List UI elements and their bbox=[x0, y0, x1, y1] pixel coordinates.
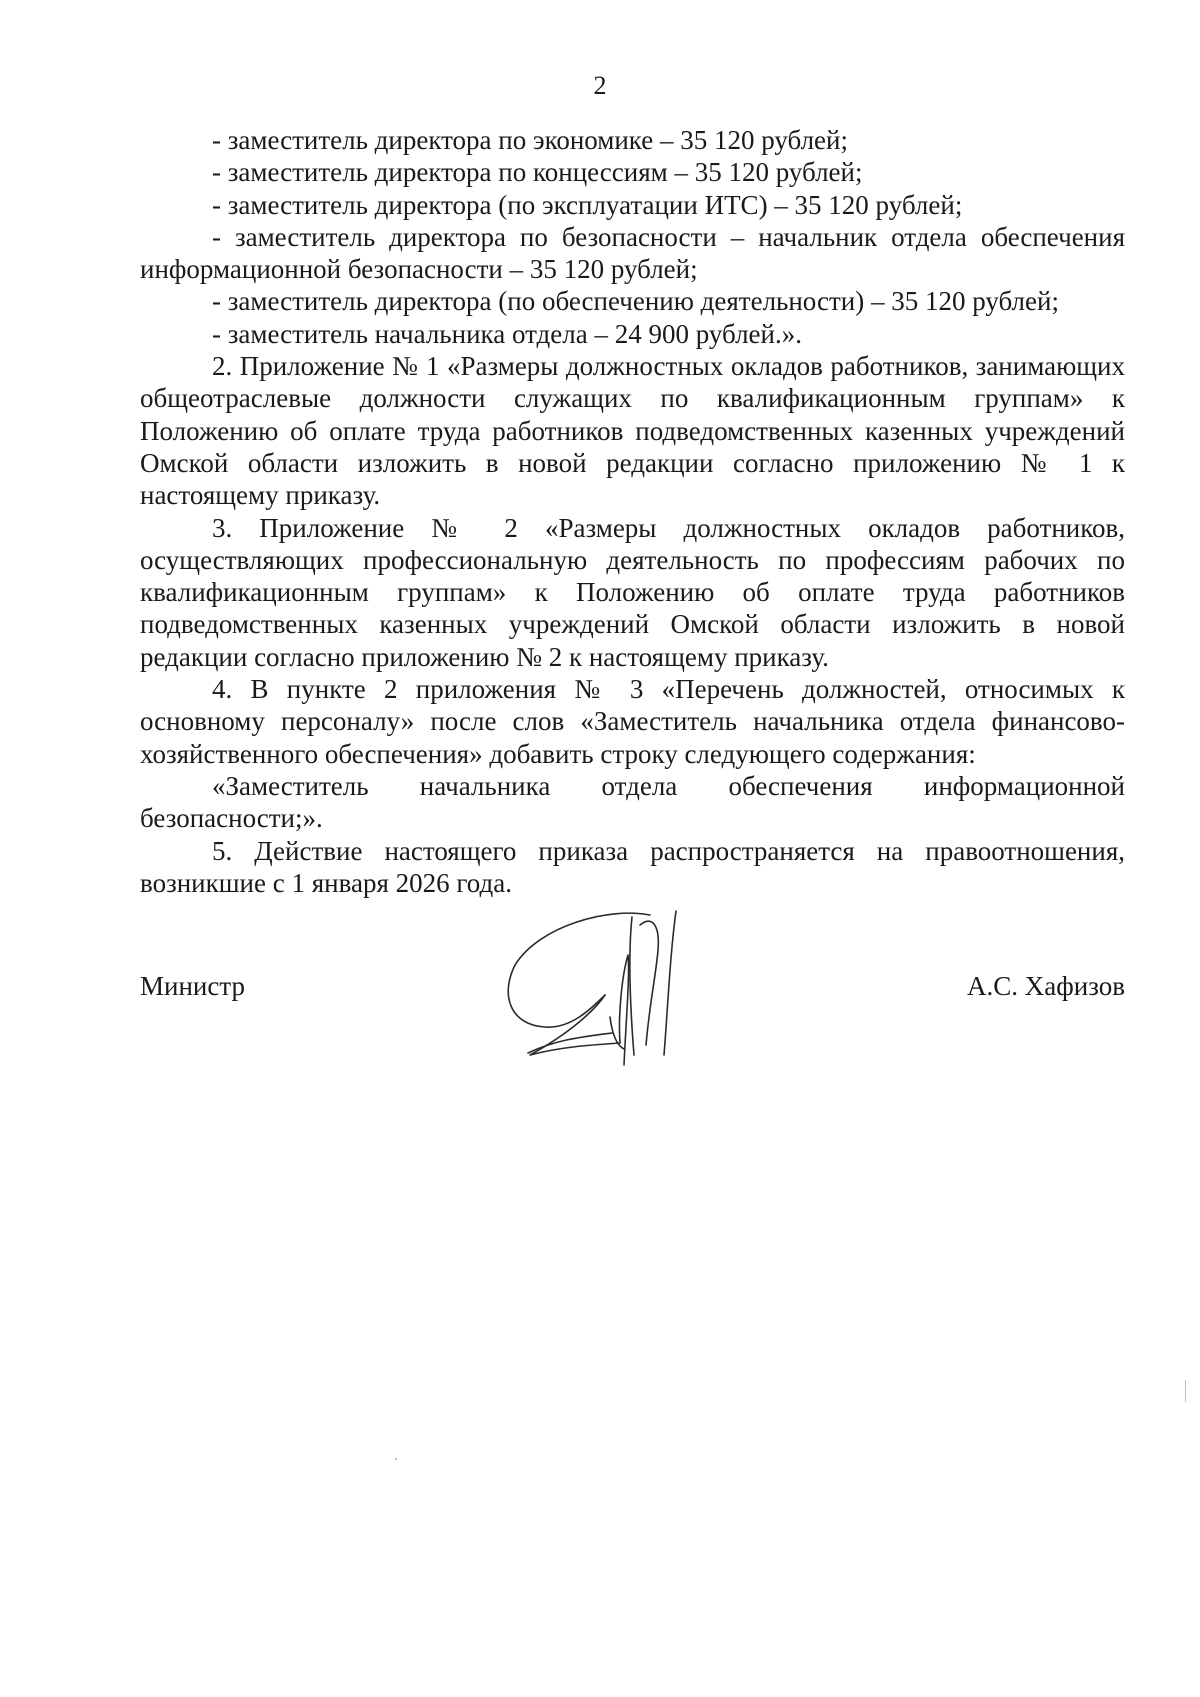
paragraph: 5. Действие настоящего приказа распространяется на правоотношения, возникшие с 1 января 2026 года. bbox=[140, 835, 1125, 898]
paragraph: 2. Приложение № 1 «Размеры должностных окладов работников, занимающих общеотраслевые должности служащих по квалификационным группам» к Положению об оплате труда работников подведомственных казенных учреждений Омской области изложить в новой редакции согласно приложению № 1 к настоящему приказу. bbox=[140, 351, 1125, 511]
paragraph: - заместитель директора по концессиям – 35 120 рублей; bbox=[212, 157, 863, 188]
paragraph: - заместитель начальника отдела – 24 900 рублей.». bbox=[212, 318, 802, 349]
scan-artifact bbox=[395, 1458, 397, 1460]
signer-position: Министр bbox=[140, 971, 245, 1001]
handwritten-signature bbox=[500, 905, 740, 1080]
document-body bbox=[140, 124, 1125, 899]
paragraph: «Заместитель начальника отдела обеспечения информационной безопасности;». bbox=[140, 770, 1125, 834]
paragraph: 3. Приложение № 2 «Размеры должностных окладов работников, осуществляющих профессиональную деятельность по профессиям рабочих по квалификационным группам» к Положению об оплате труда работников подведомственных казенных учреждений Омской области изложить в новой редакции согласно приложению № 2 к настоящему приказу. bbox=[140, 512, 1125, 672]
page-number: 2 bbox=[593, 71, 607, 100]
paragraph: 4. В пункте 2 приложения № 3 «Перечень должностей, относимых к основному персоналу» после слов «Заместитель начальника отдела финансово-хозяйственного обеспечения» добавить строку следующего содержания: bbox=[140, 674, 1125, 769]
signer-name: А.С. Хафизов bbox=[967, 971, 1125, 1001]
paragraph: - заместитель директора (по обеспечению деятельности) – 35 120 рублей; bbox=[212, 286, 1059, 317]
signature-block bbox=[140, 960, 1125, 1090]
paragraph: - заместитель директора по безопасности – начальник отдела обеспечения информационной безопасности – 35 120 рублей; bbox=[140, 221, 1125, 285]
paragraph: - заместитель директора (по эксплуатации ИТС) – 35 120 рублей; bbox=[212, 189, 963, 220]
paragraph: - заместитель директора по экономике – 35 120 рублей; bbox=[212, 125, 848, 155]
scan-artifact bbox=[1185, 1380, 1186, 1402]
